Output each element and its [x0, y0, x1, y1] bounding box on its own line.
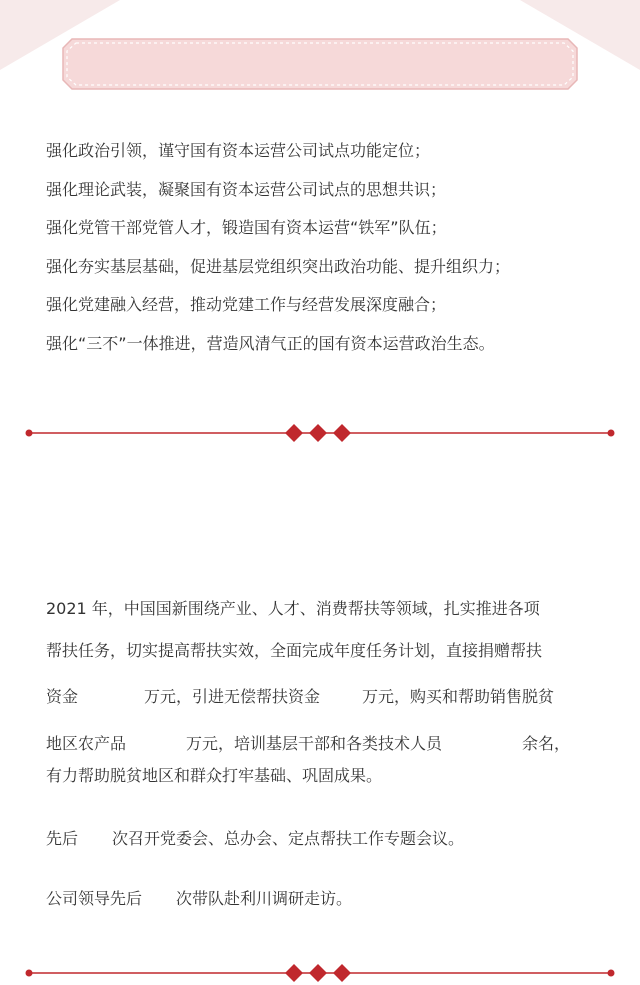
text: 余名，: [522, 734, 571, 753]
list-item: 强化党管干部党管人才，锻造国有资本运营“铁军”队伍；: [46, 218, 447, 237]
list-item: 强化政治引领，谨守国有资本运营公司试点功能定位；: [46, 141, 431, 160]
banner-title: [62, 38, 578, 90]
text: 地区农产品: [46, 734, 127, 753]
list-item: 强化“三不”一体推进，营造风清气正的国有资本运营政治生态。: [46, 333, 495, 353]
text: 先后: [46, 829, 79, 848]
ornamental-divider-bottom: [24, 961, 616, 985]
text: 有力帮助脱贫地区和群众打牢基础、巩固成果。: [46, 766, 383, 785]
paragraph-line: [46, 820, 616, 858]
text: 次召开党委会、总办会、定点帮扶工作专题会议。: [112, 829, 465, 848]
text: 次带队赴利川调研走访。: [176, 889, 353, 908]
list-item: 强化夯实基层基础，促进基层党组织突出政治功能、提升组织力；: [46, 256, 511, 276]
party-building-list: [46, 132, 606, 363]
text: 万元，引进无偿帮扶资金: [144, 687, 321, 706]
paragraph-line: [46, 590, 616, 628]
text: 公司领导先后: [46, 889, 143, 908]
text: 万元，培训基层干部和各类技术人员: [186, 734, 443, 753]
paragraph-line: [46, 880, 616, 918]
paragraph-line: [46, 678, 616, 716]
title-banner: [62, 38, 578, 90]
list-item: 强化党建融入经营，推动党建工作与经营发展深度融合；: [46, 295, 447, 314]
ornamental-divider-top: [24, 421, 616, 445]
paragraph-line: [46, 632, 616, 670]
text: 帮扶任务，切实提高帮扶实效，全面完成年度任务计划，直接捐赠帮扶: [46, 641, 543, 660]
text: 资金: [46, 687, 79, 706]
poverty-alleviation-section: [46, 590, 616, 918]
text: 2021 年，中国国新围绕产业、人才、消费帮扶等领域，扎实推进各项: [46, 599, 540, 618]
text: 万元，购买和帮助销售脱贫: [362, 687, 555, 706]
list-item: 强化理论武装，凝聚国有资本运营公司试点的思想共识；: [46, 179, 447, 199]
